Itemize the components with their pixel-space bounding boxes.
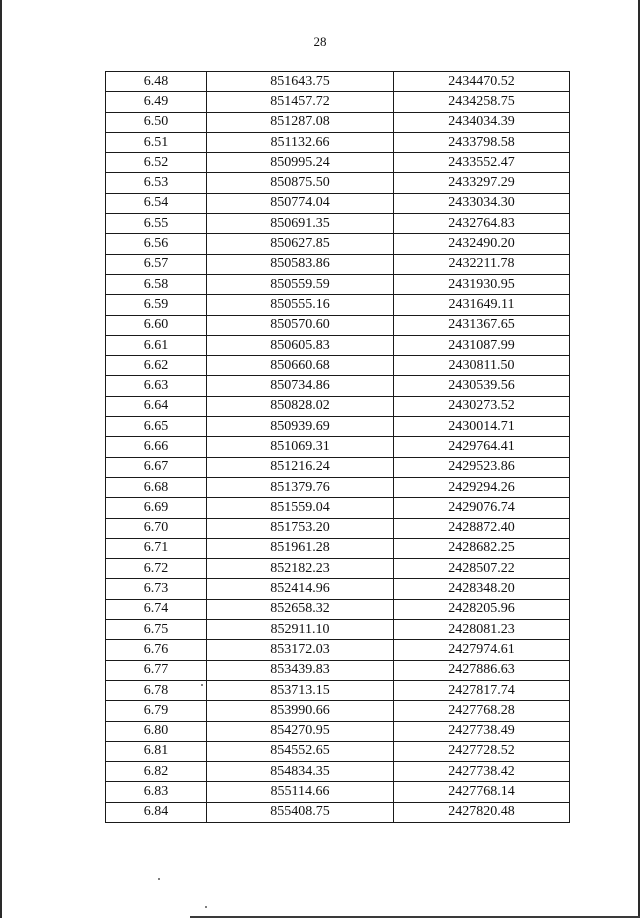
scan-edge-left: [0, 0, 2, 918]
x-coordinate-cell: 851753.20: [207, 518, 394, 538]
point-number-cell: 6.51: [106, 132, 207, 152]
point-number-cell: 6.76: [106, 640, 207, 660]
point-number-cell: 6.84: [106, 802, 207, 822]
y-coordinate-cell: 2430273.52: [394, 396, 570, 416]
table-row: [106, 132, 570, 152]
table-row: [106, 660, 570, 680]
y-coordinate-cell: 2428348.20: [394, 579, 570, 599]
y-coordinate-cell: 2428081.23: [394, 620, 570, 640]
y-coordinate-cell: 2427768.14: [394, 782, 570, 802]
y-coordinate-cell: 2429764.41: [394, 437, 570, 457]
x-coordinate-cell: 854552.65: [207, 741, 394, 761]
x-coordinate-cell: 850734.86: [207, 376, 394, 396]
table-row: [106, 782, 570, 802]
table-row: [106, 173, 570, 193]
table-row: [106, 538, 570, 558]
y-coordinate-cell: 2432764.83: [394, 214, 570, 234]
table-row: [106, 396, 570, 416]
x-coordinate-cell: 851069.31: [207, 437, 394, 457]
scan-speck: [158, 878, 160, 880]
y-coordinate-cell: 2427817.74: [394, 680, 570, 700]
table-row: [106, 701, 570, 721]
table-row: [106, 315, 570, 335]
point-number-cell: 6.61: [106, 335, 207, 355]
table-row: [106, 193, 570, 213]
y-coordinate-cell: 2431087.99: [394, 335, 570, 355]
table-row: [106, 477, 570, 497]
table-row: [106, 680, 570, 700]
table-row: [106, 498, 570, 518]
x-coordinate-cell: 852911.10: [207, 620, 394, 640]
y-coordinate-cell: 2433552.47: [394, 153, 570, 173]
point-number-cell: 6.78: [106, 680, 207, 700]
point-number-cell: 6.80: [106, 721, 207, 741]
point-number-cell: 6.72: [106, 559, 207, 579]
y-coordinate-cell: 2432211.78: [394, 254, 570, 274]
table-row: [106, 741, 570, 761]
x-coordinate-cell: 850555.16: [207, 295, 394, 315]
table-row: [106, 234, 570, 254]
y-coordinate-cell: 2428682.25: [394, 538, 570, 558]
x-coordinate-cell: 851643.75: [207, 72, 394, 92]
page-number: 28: [313, 34, 327, 49]
table-row: [106, 802, 570, 822]
x-coordinate-cell: 853713.15: [207, 680, 394, 700]
y-coordinate-cell: 2429523.86: [394, 457, 570, 477]
point-number-cell: 6.82: [106, 762, 207, 782]
point-number-cell: 6.70: [106, 518, 207, 538]
y-coordinate-cell: 2431649.11: [394, 295, 570, 315]
point-number-cell: 6.59: [106, 295, 207, 315]
x-coordinate-cell: 850995.24: [207, 153, 394, 173]
table-row: [106, 599, 570, 619]
table-row: [106, 335, 570, 355]
point-number-cell: 6.58: [106, 274, 207, 294]
point-number-cell: 6.50: [106, 112, 207, 132]
table-row: [106, 457, 570, 477]
table-row: [106, 579, 570, 599]
point-number-cell: 6.68: [106, 477, 207, 497]
point-number-cell: 6.73: [106, 579, 207, 599]
y-coordinate-cell: 2430811.50: [394, 356, 570, 376]
table-row: [106, 153, 570, 173]
y-coordinate-cell: 2431930.95: [394, 274, 570, 294]
y-coordinate-cell: 2429294.26: [394, 477, 570, 497]
y-coordinate-cell: 2433798.58: [394, 132, 570, 152]
table-row: [106, 356, 570, 376]
x-coordinate-cell: 854834.35: [207, 762, 394, 782]
y-coordinate-cell: 2427820.48: [394, 802, 570, 822]
y-coordinate-cell: 2430539.56: [394, 376, 570, 396]
scan-speck: [201, 684, 203, 686]
y-coordinate-cell: 2427738.42: [394, 762, 570, 782]
y-coordinate-cell: 2434470.52: [394, 72, 570, 92]
x-coordinate-cell: 855114.66: [207, 782, 394, 802]
table-row: [106, 214, 570, 234]
table-row: [106, 559, 570, 579]
y-coordinate-cell: 2434034.39: [394, 112, 570, 132]
point-number-cell: 6.54: [106, 193, 207, 213]
y-coordinate-cell: 2434258.75: [394, 92, 570, 112]
y-coordinate-cell: 2428872.40: [394, 518, 570, 538]
x-coordinate-cell: 852658.32: [207, 599, 394, 619]
x-coordinate-cell: 852182.23: [207, 559, 394, 579]
table-row: [106, 376, 570, 396]
table-row: [106, 254, 570, 274]
x-coordinate-cell: 850691.35: [207, 214, 394, 234]
y-coordinate-cell: 2433297.29: [394, 173, 570, 193]
x-coordinate-cell: 854270.95: [207, 721, 394, 741]
table-row: [106, 620, 570, 640]
point-number-cell: 6.63: [106, 376, 207, 396]
point-number-cell: 6.55: [106, 214, 207, 234]
table-row: [106, 518, 570, 538]
point-number-cell: 6.66: [106, 437, 207, 457]
x-coordinate-cell: 851132.66: [207, 132, 394, 152]
table-row: [106, 112, 570, 132]
x-coordinate-cell: 853172.03: [207, 640, 394, 660]
scan-speck: [205, 906, 207, 908]
table-row: [106, 721, 570, 741]
table-row: [106, 640, 570, 660]
y-coordinate-cell: 2427768.28: [394, 701, 570, 721]
x-coordinate-cell: 851287.08: [207, 112, 394, 132]
point-number-cell: 6.62: [106, 356, 207, 376]
x-coordinate-cell: 851216.24: [207, 457, 394, 477]
x-coordinate-cell: 850559.59: [207, 274, 394, 294]
point-number-cell: 6.81: [106, 741, 207, 761]
point-number-cell: 6.56: [106, 234, 207, 254]
x-coordinate-cell: 850627.85: [207, 234, 394, 254]
x-coordinate-cell: 850570.60: [207, 315, 394, 335]
point-number-cell: 6.71: [106, 538, 207, 558]
point-number-cell: 6.64: [106, 396, 207, 416]
y-coordinate-cell: 2433034.30: [394, 193, 570, 213]
point-number-cell: 6.52: [106, 153, 207, 173]
y-coordinate-cell: 2431367.65: [394, 315, 570, 335]
x-coordinate-cell: 850875.50: [207, 173, 394, 193]
x-coordinate-cell: 850939.69: [207, 417, 394, 437]
x-coordinate-cell: 855408.75: [207, 802, 394, 822]
point-number-cell: 6.79: [106, 701, 207, 721]
x-coordinate-cell: 850828.02: [207, 396, 394, 416]
y-coordinate-cell: 2427728.52: [394, 741, 570, 761]
coordinate-table-container: [105, 71, 569, 823]
y-coordinate-cell: 2427886.63: [394, 660, 570, 680]
table-row: [106, 72, 570, 92]
y-coordinate-cell: 2428507.22: [394, 559, 570, 579]
table-row: [106, 417, 570, 437]
point-number-cell: 6.65: [106, 417, 207, 437]
x-coordinate-cell: 850605.83: [207, 335, 394, 355]
table-row: [106, 295, 570, 315]
coordinate-table: [105, 71, 570, 823]
y-coordinate-cell: 2427738.49: [394, 721, 570, 741]
y-coordinate-cell: 2427974.61: [394, 640, 570, 660]
point-number-cell: 6.75: [106, 620, 207, 640]
point-number-cell: 6.60: [106, 315, 207, 335]
x-coordinate-cell: 851961.28: [207, 538, 394, 558]
point-number-cell: 6.49: [106, 92, 207, 112]
x-coordinate-cell: 851379.76: [207, 477, 394, 497]
y-coordinate-cell: 2432490.20: [394, 234, 570, 254]
point-number-cell: 6.74: [106, 599, 207, 619]
x-coordinate-cell: 851457.72: [207, 92, 394, 112]
x-coordinate-cell: 851559.04: [207, 498, 394, 518]
y-coordinate-cell: 2428205.96: [394, 599, 570, 619]
x-coordinate-cell: 853990.66: [207, 701, 394, 721]
y-coordinate-cell: 2430014.71: [394, 417, 570, 437]
point-number-cell: 6.83: [106, 782, 207, 802]
point-number-cell: 6.67: [106, 457, 207, 477]
x-coordinate-cell: 850660.68: [207, 356, 394, 376]
point-number-cell: 6.69: [106, 498, 207, 518]
x-coordinate-cell: 850583.86: [207, 254, 394, 274]
point-number-cell: 6.77: [106, 660, 207, 680]
coordinate-table-body: [106, 72, 570, 823]
y-coordinate-cell: 2429076.74: [394, 498, 570, 518]
point-number-cell: 6.57: [106, 254, 207, 274]
point-number-cell: 6.53: [106, 173, 207, 193]
point-number-cell: 6.48: [106, 72, 207, 92]
x-coordinate-cell: 853439.83: [207, 660, 394, 680]
table-row: [106, 762, 570, 782]
table-row: [106, 437, 570, 457]
table-row: [106, 92, 570, 112]
x-coordinate-cell: 852414.96: [207, 579, 394, 599]
x-coordinate-cell: 850774.04: [207, 193, 394, 213]
table-row: [106, 274, 570, 294]
